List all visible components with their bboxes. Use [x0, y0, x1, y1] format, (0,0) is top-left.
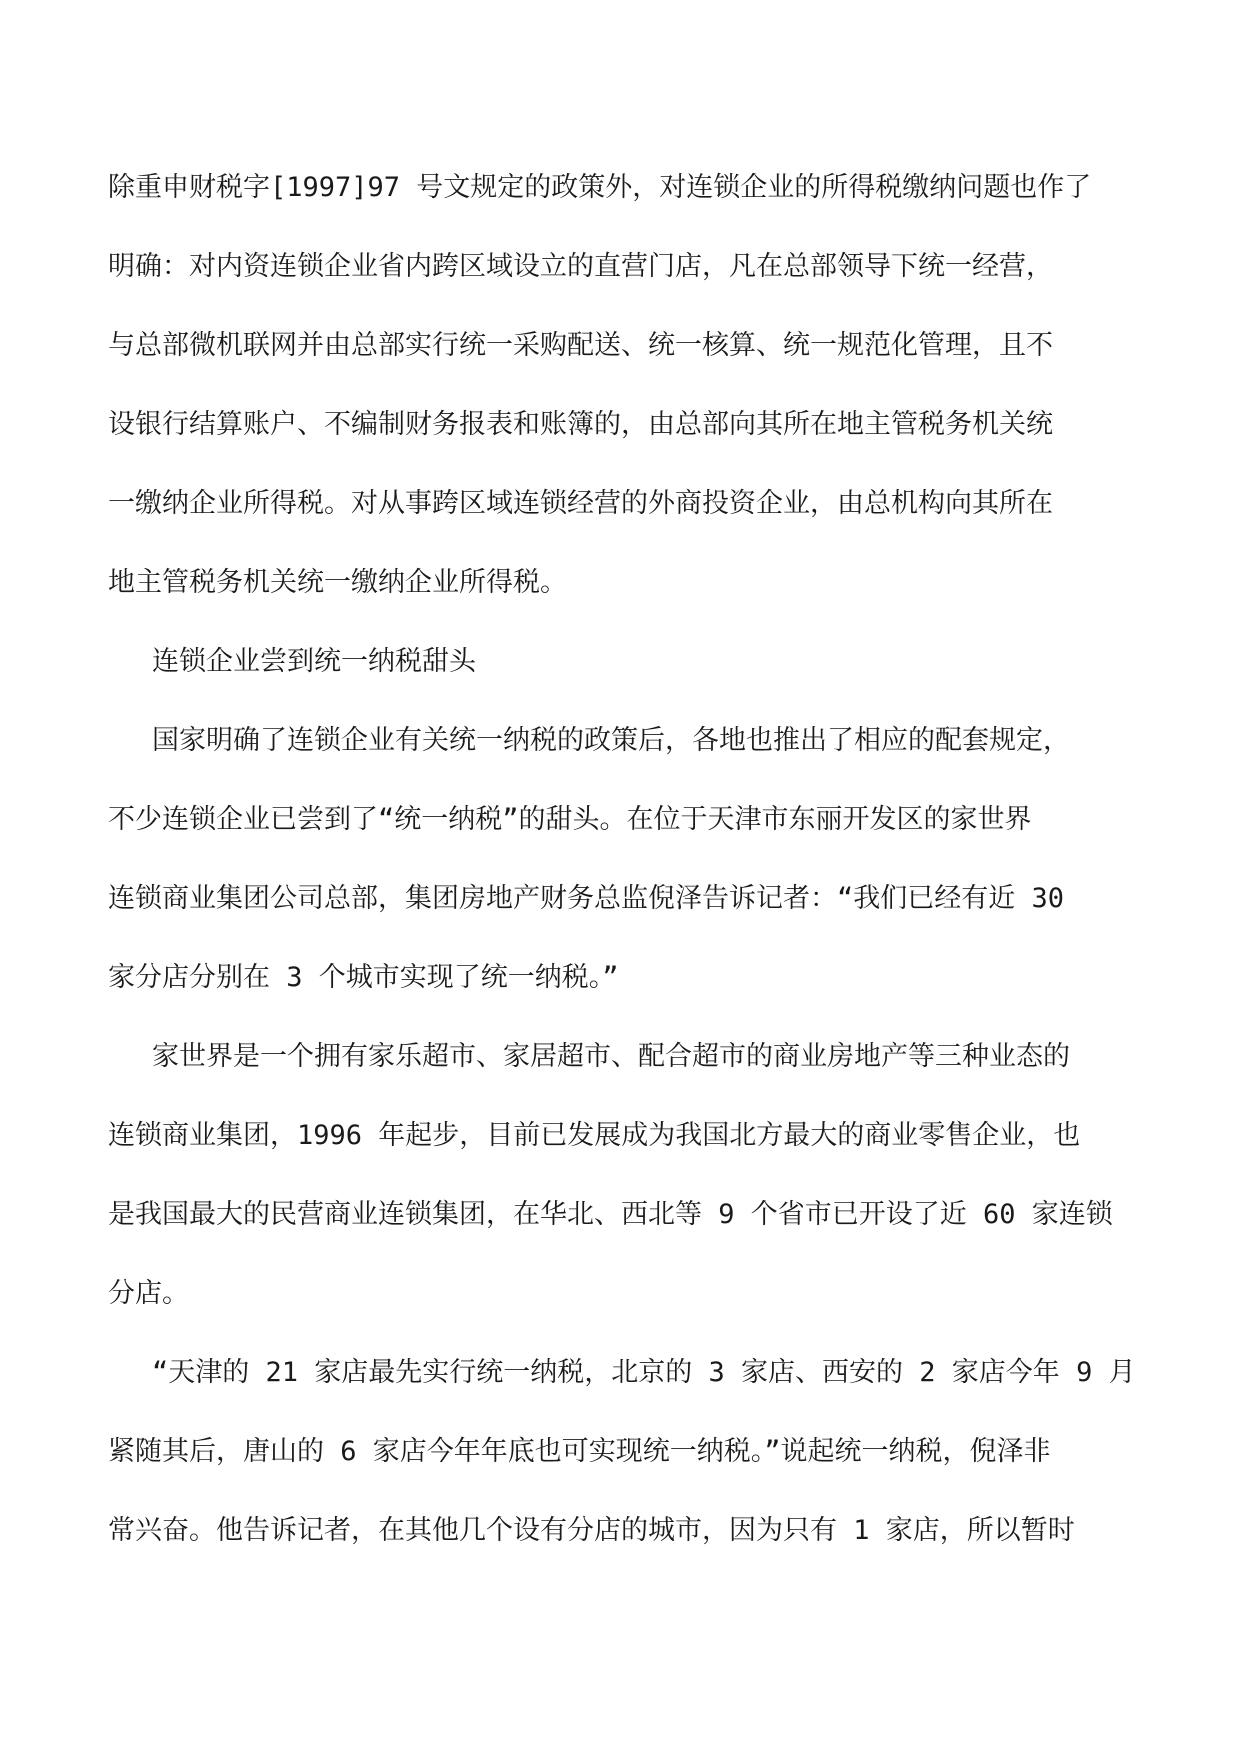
paragraph-tax-policy	[108, 148, 1138, 622]
text-line: 分店。	[108, 1278, 189, 1309]
text-line: 一缴纳企业所得税。对从事跨区域连锁经营的外商投资企业，由总机构向其所在	[108, 488, 1053, 519]
text-line: 连锁商业集团，1996 年起步，目前已发展成为我国北方最大的商业零售企业，也	[108, 1120, 1081, 1151]
document-page	[108, 148, 1138, 1570]
text-line: 连锁商业集团公司总部，集团房地产财务总监倪泽告诉记者：“我们已经有近 30	[108, 883, 1065, 914]
text-line: 与总部微机联网并由总部实行统一采购配送、统一核算、统一规范化管理，且不	[108, 330, 1053, 361]
text-line: 设银行结算账户、不编制财务报表和账簿的，由总部向其所在地主管税务机关统	[108, 409, 1053, 440]
text-line: “天津的 21 家店最先实行统一纳税，北京的 3 家店、西安的 2 家店今年 9 月	[152, 1357, 1136, 1388]
section-heading-text: 连锁企业尝到统一纳税甜头	[152, 646, 476, 677]
paragraph-company-intro	[108, 1017, 1138, 1333]
paragraph-unified-tax-benefit	[108, 701, 1138, 1017]
text-line: 常兴奋。他告诉记者，在其他几个设有分店的城市，因为只有 1 家店，所以暂时	[108, 1515, 1075, 1546]
text-line: 明确：对内资连锁企业省内跨区域设立的直营门店，凡在总部领导下统一经营，	[108, 251, 1053, 282]
paragraph-quote	[108, 1333, 1138, 1570]
text-line: 是我国最大的民营商业连锁集团，在华北、西北等 9 个省市已开设了近 60 家连锁	[108, 1199, 1113, 1230]
text-line: 国家明确了连锁企业有关统一纳税的政策后，各地也推出了相应的配套规定，	[152, 725, 1070, 756]
text-line: 不少连锁企业已尝到了“统一纳税”的甜头。在位于天津市东丽开发区的家世界	[108, 804, 1032, 835]
section-heading	[108, 622, 1138, 701]
text-line: 家分店分别在 3 个城市实现了统一纳税。”	[108, 962, 619, 993]
text-line: 家世界是一个拥有家乐超市、家居超市、配合超市的商业房地产等三种业态的	[152, 1041, 1070, 1072]
text-line: 地主管税务机关统一缴纳企业所得税。	[108, 567, 567, 598]
text-line: 除重申财税字[1997]97 号文规定的政策外，对连锁企业的所得税缴纳问题也作了	[108, 172, 1092, 203]
text-line: 紧随其后，唐山的 6 家店今年年底也可实现统一纳税。”说起统一纳税，倪泽非	[108, 1436, 1051, 1467]
